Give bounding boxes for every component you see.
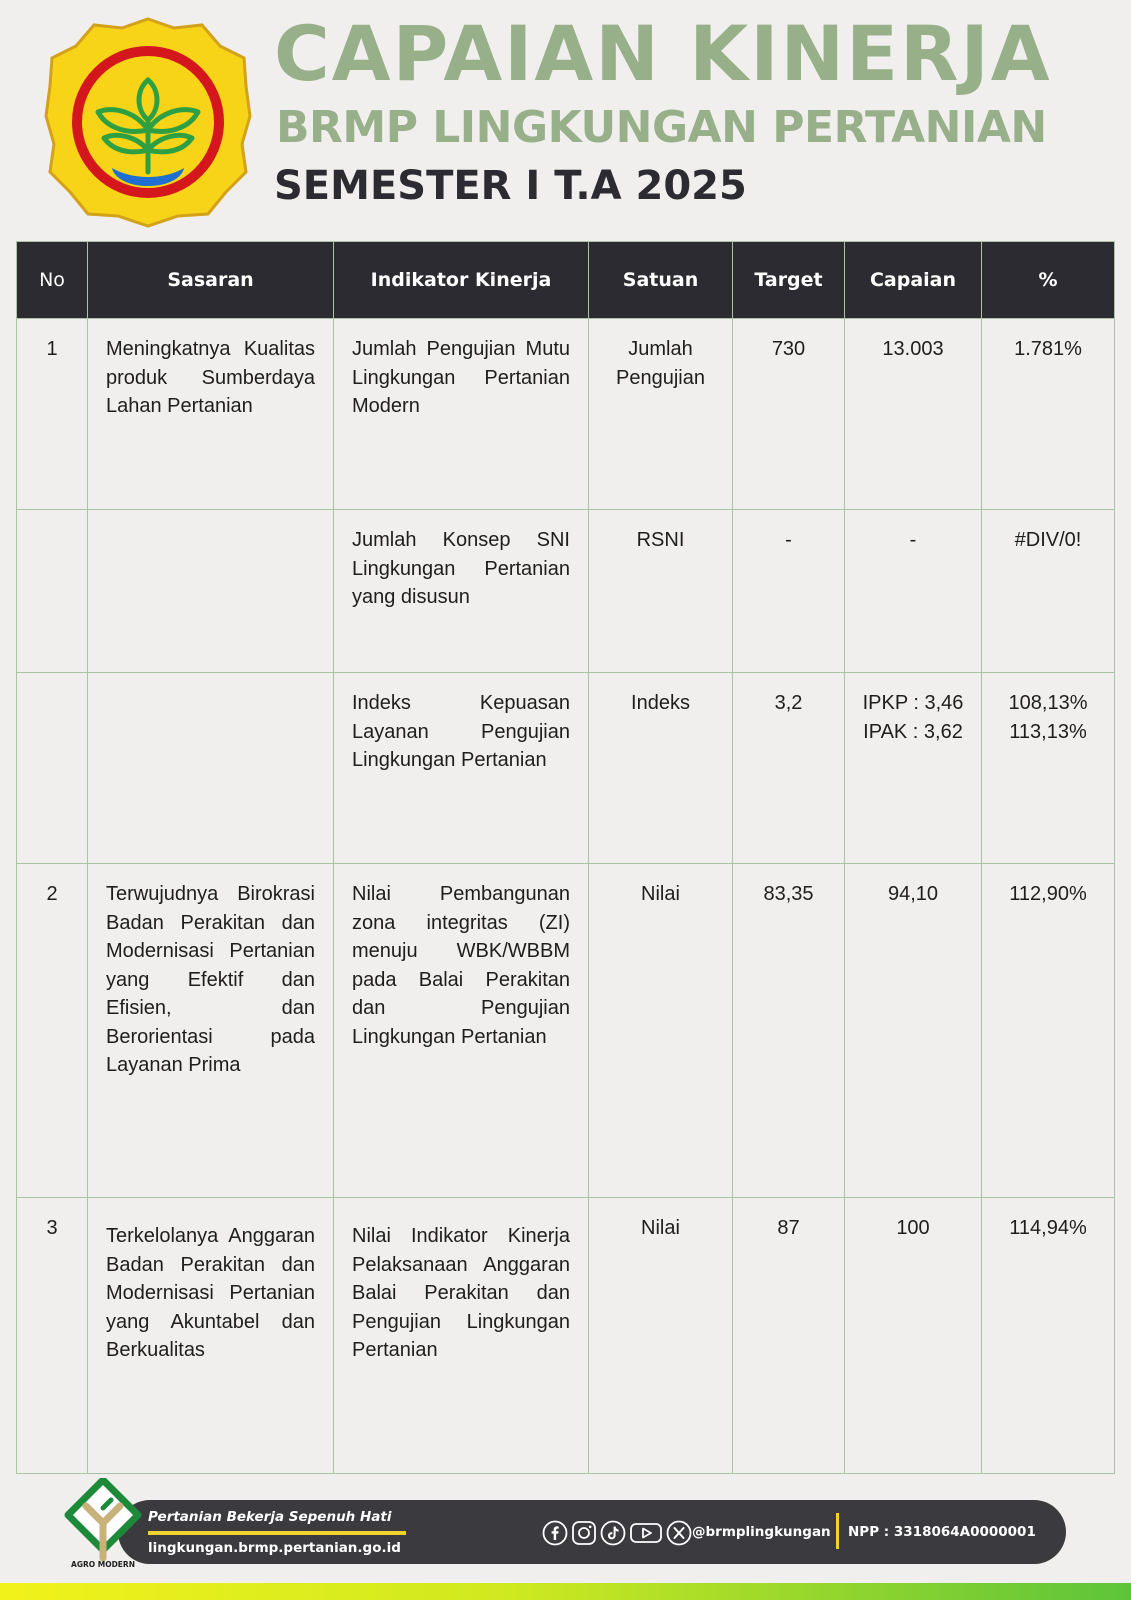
table-row (17, 864, 1115, 1198)
cell-target: - (733, 510, 845, 673)
tiktok-icon[interactable] (600, 1520, 626, 1546)
cell-indikator: Nilai Pembangunan zona integritas (ZI) menuju WBK/WBBM pada Balai Perakitan dan Pengujian Lingkungan Pertanian (334, 864, 589, 1198)
cell-indikator: Jumlah Konsep SNI Lingkungan Pertanian yang disusun (334, 510, 589, 673)
cell-persen: #DIV/0! (982, 510, 1115, 673)
cell-satuan: Nilai (589, 864, 733, 1198)
website-link[interactable]: lingkungan.brmp.pertanian.go.id (148, 1540, 401, 1556)
organization-name: BRMP LINGKUNGAN PERTANIAN (276, 102, 1047, 153)
cell-satuan: Nilai (589, 1198, 733, 1474)
column-header-satuan: Satuan (589, 242, 733, 319)
cell-capaian (845, 673, 982, 864)
kementan-logo (44, 16, 252, 228)
cell-sasaran: Meningkatnya Kualitas produk Sumberdaya Lahan Pertanian (88, 319, 334, 510)
bottom-gradient-strip (0, 1583, 1131, 1600)
cell-satuan: RSNI (589, 510, 733, 673)
column-header-target: Target (733, 242, 845, 319)
table-row (17, 1198, 1115, 1474)
cell-target: 87 (733, 1198, 845, 1474)
column-header-sasaran: Sasaran (88, 242, 334, 319)
social-icons (542, 1520, 692, 1546)
cell-target: 3,2 (733, 673, 845, 864)
cell-sasaran: Terwujudnya Birokrasi Badan Perakitan dan Modernisasi Pertanian yang Efektif dan Efisien, dan Berorientasi pada Layanan Prima (88, 864, 334, 1198)
cell-no: 3 (17, 1198, 88, 1474)
agro-modern-label: AGRO MODERN (71, 1560, 135, 1569)
cell-no: 1 (17, 319, 88, 510)
npp-number: NPP : 3318064A0000001 (848, 1524, 1036, 1540)
cell-no: 2 (17, 864, 88, 1198)
persen-ipkp: 108,13% (1008, 692, 1088, 714)
performance-table (16, 241, 1115, 1474)
cell-target: 83,35 (733, 864, 845, 1198)
cell-capaian: 94,10 (845, 864, 982, 1198)
page-title: CAPAIAN KINERJA (274, 9, 1052, 98)
cell-persen: 1.781% (982, 319, 1115, 510)
instagram-icon[interactable] (571, 1520, 597, 1546)
cell-no (17, 673, 88, 864)
cell-capaian: 100 (845, 1198, 982, 1474)
cell-sasaran: Terkelolanya Anggaran Badan Perakitan dan Modernisasi Pertanian yang Akuntabel dan Berkualitas (88, 1198, 334, 1474)
facebook-icon[interactable] (542, 1520, 568, 1546)
cell-persen (982, 673, 1115, 864)
cell-capaian: - (845, 510, 982, 673)
column-header-capaian: Capaian (845, 242, 982, 319)
table-row (17, 510, 1115, 673)
cell-satuan: Jumlah Pengujian (589, 319, 733, 510)
column-header-no: No (17, 242, 88, 319)
cell-persen: 114,94% (982, 1198, 1115, 1474)
cell-indikator: Indeks Kepuasan Layanan Pengujian Lingkungan Pertanian (334, 673, 589, 864)
table-header-row (17, 242, 1115, 319)
npp-separator (836, 1513, 839, 1549)
motto-underline (148, 1531, 406, 1535)
youtube-icon[interactable] (629, 1520, 663, 1546)
column-header-indikator: Indikator Kinerja (334, 242, 589, 319)
x-icon[interactable] (666, 1520, 692, 1546)
persen-ipak: 113,13% (1009, 720, 1087, 743)
capaian-ipak: IPAK : 3,62 (863, 720, 963, 743)
table-row (17, 319, 1115, 510)
cell-persen: 112,90% (982, 864, 1115, 1198)
period-label: SEMESTER I T.A 2025 (274, 163, 747, 209)
cell-no (17, 510, 88, 673)
column-header-persen: % (982, 242, 1115, 319)
cell-sasaran (88, 673, 334, 864)
cell-indikator: Nilai Indikator Kinerja Pelaksanaan Anggaran Balai Perakitan dan Pengujian Lingkungan Pertanian (334, 1198, 589, 1474)
cell-capaian: 13.003 (845, 319, 982, 510)
cell-satuan: Indeks (589, 673, 733, 864)
capaian-ipkp: IPKP : 3,46 (862, 692, 964, 714)
footer-motto: Pertanian Bekerja Sepenuh Hati (148, 1509, 392, 1525)
cell-indikator: Jumlah Pengujian Mutu Lingkungan Pertanian Modern (334, 319, 589, 510)
cell-sasaran (88, 510, 334, 673)
cell-target: 730 (733, 319, 845, 510)
social-handle[interactable]: @brmplingkungan (692, 1524, 831, 1540)
table-row (17, 673, 1115, 864)
